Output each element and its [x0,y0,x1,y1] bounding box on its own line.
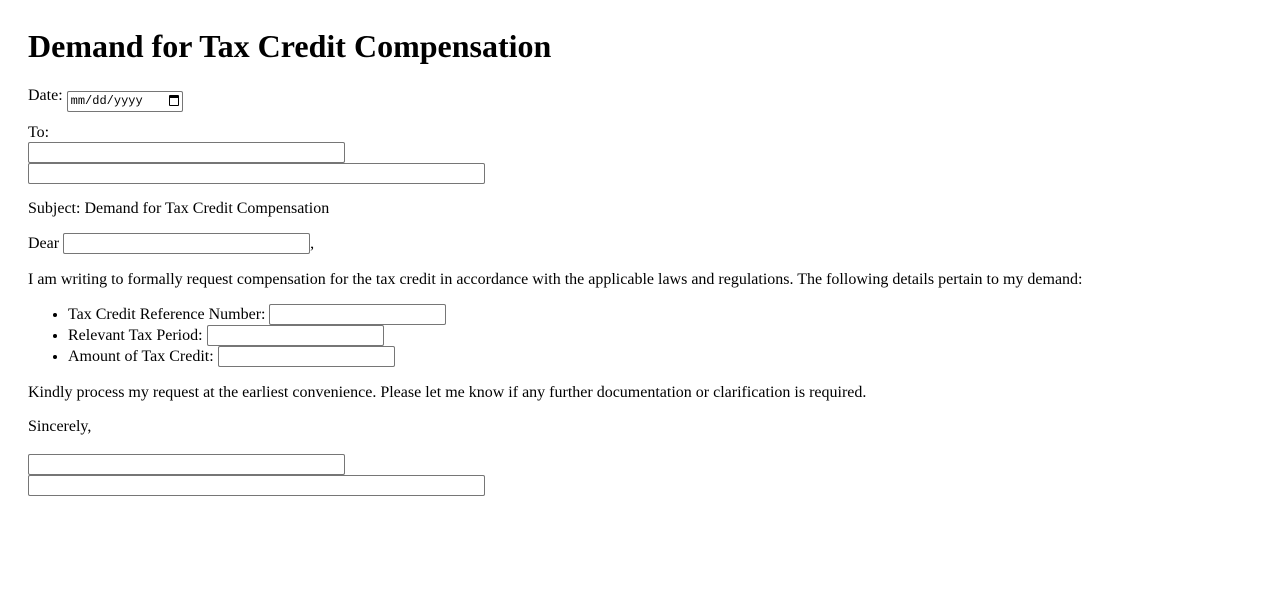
dear-label: Dear [28,235,60,252]
sender-name-row [28,454,345,475]
page-title: Demand for Tax Credit Compensation [28,28,552,64]
list-item [68,346,446,367]
date-placeholder: mm/dd/yyyy [70,94,143,108]
sender-name-input[interactable] [28,454,345,475]
amount-label: Amount of Tax Credit: [68,348,214,365]
sender-address-input[interactable] [28,475,485,496]
salutation-row [28,233,314,254]
closing-request-paragraph: Kindly process my request at the earliest convenience. Please let me know if any further documentation or clarification is required. [28,384,867,401]
reference-number-label: Tax Credit Reference Number: [68,306,266,323]
recipient-address-input[interactable] [28,163,485,184]
recipient-address-row [28,163,485,184]
salutation-name-input[interactable] [63,233,310,254]
date-label: Date: [28,87,63,104]
intro-paragraph: I am writing to formally request compensation for the tax credit in accordance with the applicable laws and regulations. The following details pertain to my demand: [28,271,1083,288]
recipient-name-row [28,142,345,163]
calendar-icon[interactable] [169,95,179,106]
reference-number-input[interactable] [269,304,446,325]
details-list [28,304,446,367]
list-item [68,304,446,325]
tax-period-input[interactable] [207,325,384,346]
subject-line: Subject: Demand for Tax Credit Compensation [28,200,330,217]
sender-address-row [28,475,485,496]
salutation-comma: , [310,235,315,252]
sign-off: Sincerely, [28,418,92,435]
date-row [28,87,183,112]
date-input[interactable] [67,91,183,112]
to-label: To: [28,124,50,141]
list-item [68,325,446,346]
tax-period-label: Relevant Tax Period: [68,327,203,344]
recipient-name-input[interactable] [28,142,345,163]
amount-input[interactable] [218,346,395,367]
